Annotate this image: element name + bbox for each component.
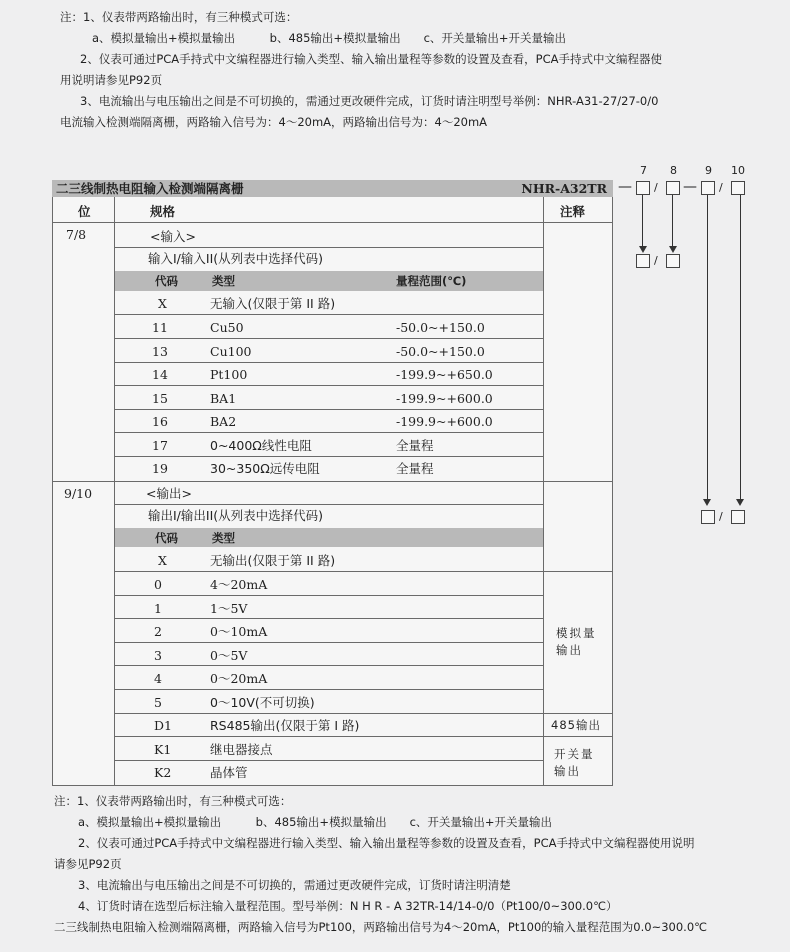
input-row-range: -199.9~+600.0 bbox=[396, 391, 493, 406]
row-divider bbox=[114, 571, 613, 572]
top-note-1: 注：1、仪表带两路输出时，有三种模式可选： bbox=[60, 10, 298, 24]
input-row-code: 13 bbox=[152, 344, 168, 359]
connector-8 bbox=[672, 195, 673, 250]
note-col-divider bbox=[543, 197, 544, 786]
row-divider bbox=[114, 338, 543, 339]
row-divider bbox=[114, 736, 613, 737]
code-box-10[interactable] bbox=[731, 181, 745, 195]
bottom-note-5: 3、电流输出与电压输出之间是不可切换的，需通过更改硬件完成，订货时请注明清楚 bbox=[78, 878, 511, 892]
input-row-range: 全量程 bbox=[396, 461, 434, 476]
digit-9: 9 bbox=[705, 164, 712, 177]
row-divider bbox=[114, 595, 543, 596]
row-divider bbox=[114, 409, 543, 410]
input-slash: / bbox=[654, 254, 658, 267]
bottom-note-4: 请参见P92页 bbox=[54, 857, 122, 871]
connector-9 bbox=[707, 195, 708, 503]
input-box-i[interactable] bbox=[636, 254, 650, 268]
row-divider bbox=[114, 642, 543, 643]
input-pos: 7/8 bbox=[66, 227, 87, 242]
output-row-type: RS485输出(仅限于第 I 路) bbox=[210, 718, 360, 733]
bottom-note-1: 注：1、仪表带两路输出时，有三种模式可选： bbox=[54, 794, 292, 808]
note-analog-2: 输出 bbox=[556, 643, 583, 657]
bottom-note-2: a、模拟量输出+模拟量输出 b、485输出+模拟量输出 c、开关量输出+开关量输出 bbox=[78, 815, 553, 829]
output-row-type: 4～20mA bbox=[210, 577, 268, 592]
top-note-6: 电流输入检测端隔离栅，两路输入信号为：4～20mA，两路输出信号为：4～20mA bbox=[60, 115, 488, 129]
output-row-code: 1 bbox=[154, 601, 162, 616]
header-divider bbox=[52, 222, 613, 223]
input-col-type: 类型 bbox=[212, 274, 235, 288]
output-label: <输出> bbox=[146, 486, 192, 501]
bottom-note-6: 4、订货时请在选型后标注输入量程范围。型号举例：N H R - A 32TR-14/14-0/0（Pt100/0~300.0℃） bbox=[78, 899, 618, 913]
row-divider bbox=[114, 385, 543, 386]
row-divider bbox=[114, 689, 543, 690]
output-code-header-band bbox=[115, 528, 543, 547]
output-slash: / bbox=[719, 510, 723, 523]
output-col-type: 类型 bbox=[212, 531, 235, 545]
output-row-type: 0～10mA bbox=[210, 624, 268, 639]
code-dash: — bbox=[683, 179, 697, 195]
code-box-9[interactable] bbox=[701, 181, 715, 195]
input-row-type: 无输入(仅限于第 II 路) bbox=[210, 296, 336, 311]
input-code-header-band bbox=[115, 271, 543, 291]
row-divider bbox=[114, 456, 543, 457]
output-row-type: 1～5V bbox=[210, 601, 248, 616]
top-note-2: a、模拟量输出+模拟量输出 b、485输出+模拟量输出 c、开关量输出+开关量输出 bbox=[92, 31, 567, 45]
input-row-type: 0~400Ω线性电阻 bbox=[210, 438, 312, 453]
input-col-code: 代码 bbox=[155, 274, 178, 288]
code-box-7[interactable] bbox=[636, 181, 650, 195]
input-row-range: -199.9~+650.0 bbox=[396, 367, 493, 382]
bottom-note-7: 二三线制热电阻输入检测端隔离栅，两路输入信号为Pt100，两路输出信号为4～20mA，Pt100的输入量程范围为0.0~300.0℃ bbox=[54, 920, 708, 934]
row-divider bbox=[114, 618, 543, 619]
digit-10: 10 bbox=[731, 164, 745, 177]
input-row-range: -199.9~+600.0 bbox=[396, 414, 493, 429]
input-row-range: -50.0~+150.0 bbox=[396, 344, 485, 359]
input-row-range: -50.0~+150.0 bbox=[396, 320, 485, 335]
output-row-code: K2 bbox=[154, 765, 172, 780]
row-divider bbox=[114, 314, 543, 315]
output-pos: 9/10 bbox=[64, 486, 93, 501]
input-col-range: 量程范围(℃) bbox=[396, 274, 467, 288]
col-header-pos: 位 bbox=[78, 204, 91, 219]
row-divider bbox=[114, 713, 613, 714]
input-sub: 输入I/输入II(从列表中选择代码) bbox=[148, 251, 324, 266]
output-row-type: 0～5V bbox=[210, 648, 248, 663]
arrow-down-icon bbox=[639, 246, 647, 253]
input-row-code: 11 bbox=[152, 320, 168, 335]
output-row-code: 2 bbox=[154, 624, 162, 639]
input-row-type: 30~350Ω远传电阻 bbox=[210, 461, 320, 476]
bottom-note-3: 2、仪表可通过PCA手持式中文编程器进行输入类型、输入输出量程等参数的设置及查看，PCA手持式中文编程器使用说明 bbox=[78, 836, 695, 850]
output-box-i[interactable] bbox=[701, 510, 715, 524]
output-row-code: 3 bbox=[154, 648, 162, 663]
connector-7 bbox=[642, 195, 643, 250]
top-note-4: 用说明请参见P92页 bbox=[60, 73, 163, 87]
row-divider bbox=[114, 665, 543, 666]
output-box-ii[interactable] bbox=[731, 510, 745, 524]
output-label-divider bbox=[114, 504, 543, 505]
output-sub: 输出I/输出II(从列表中选择代码) bbox=[148, 508, 324, 523]
note-switch-2: 输出 bbox=[554, 764, 581, 778]
input-row-code: 16 bbox=[152, 414, 168, 429]
table-title: 二三线制热电阻输入检测端隔离栅 bbox=[56, 181, 244, 196]
input-row-code: X bbox=[158, 296, 167, 311]
output-row-code: 4 bbox=[154, 671, 162, 686]
col-header-spec: 规格 bbox=[150, 204, 176, 219]
col-header-note: 注释 bbox=[560, 204, 586, 219]
arrow-down-icon bbox=[703, 499, 711, 506]
arrow-down-icon bbox=[736, 499, 744, 506]
code-box-8[interactable] bbox=[666, 181, 680, 195]
code-slash: / bbox=[719, 181, 723, 194]
row-divider bbox=[114, 432, 543, 433]
digit-8: 8 bbox=[670, 164, 677, 177]
arrow-heads-input bbox=[638, 246, 678, 254]
output-row-code: X bbox=[158, 553, 167, 568]
note-analog: 模拟量 bbox=[556, 626, 597, 640]
input-row-type: Cu100 bbox=[210, 344, 252, 359]
table-title-bar bbox=[52, 180, 613, 197]
row-divider bbox=[114, 760, 543, 761]
output-row-code: 0 bbox=[154, 577, 162, 592]
digit-7: 7 bbox=[640, 164, 647, 177]
output-row-type: 晶体管 bbox=[210, 765, 248, 780]
output-col-code: 代码 bbox=[155, 531, 178, 545]
output-row-type: 无输出(仅限于第 II 路) bbox=[210, 553, 336, 568]
output-row-code: 5 bbox=[154, 695, 162, 710]
code-dash: — bbox=[618, 179, 632, 195]
arrow-heads-output bbox=[703, 499, 745, 507]
section-divider bbox=[52, 481, 613, 482]
input-row-type: Pt100 bbox=[210, 367, 248, 382]
input-box-ii[interactable] bbox=[666, 254, 680, 268]
input-row-range: 全量程 bbox=[396, 438, 434, 453]
code-slash: / bbox=[654, 181, 658, 194]
input-row-code: 17 bbox=[152, 438, 168, 453]
input-row-type: Cu50 bbox=[210, 320, 244, 335]
output-row-code: K1 bbox=[154, 742, 172, 757]
input-row-code: 15 bbox=[152, 391, 168, 406]
input-row-type: BA2 bbox=[210, 414, 237, 429]
top-note-3: 2、仪表可通过PCA手持式中文编程器进行输入类型、输入输出量程等参数的设置及查看，PCA手持式中文编程器使 bbox=[80, 52, 662, 66]
table-model: NHR-A32TR bbox=[521, 181, 607, 196]
input-row-code: 19 bbox=[152, 461, 168, 476]
arrow-down-icon bbox=[669, 246, 677, 253]
input-label-divider bbox=[114, 247, 543, 248]
input-row-type: BA1 bbox=[210, 391, 237, 406]
input-row-code: 14 bbox=[152, 367, 168, 382]
row-divider bbox=[114, 362, 543, 363]
note-switch: 开关量 bbox=[554, 747, 595, 761]
input-label: <输入> bbox=[150, 229, 196, 244]
output-row-type: 0～20mA bbox=[210, 671, 268, 686]
top-note-5: 3、电流输出与电压输出之间是不可切换的，需通过更改硬件完成，订货时请注明型号举例：NHR-A31-27/27-0/0 bbox=[80, 94, 659, 108]
connector-10 bbox=[740, 195, 741, 503]
note-485: 485输出 bbox=[551, 718, 601, 732]
output-row-type: 继电器接点 bbox=[210, 742, 273, 757]
output-row-type: 0～10V(不可切换) bbox=[210, 695, 315, 710]
output-row-code: D1 bbox=[154, 718, 172, 733]
